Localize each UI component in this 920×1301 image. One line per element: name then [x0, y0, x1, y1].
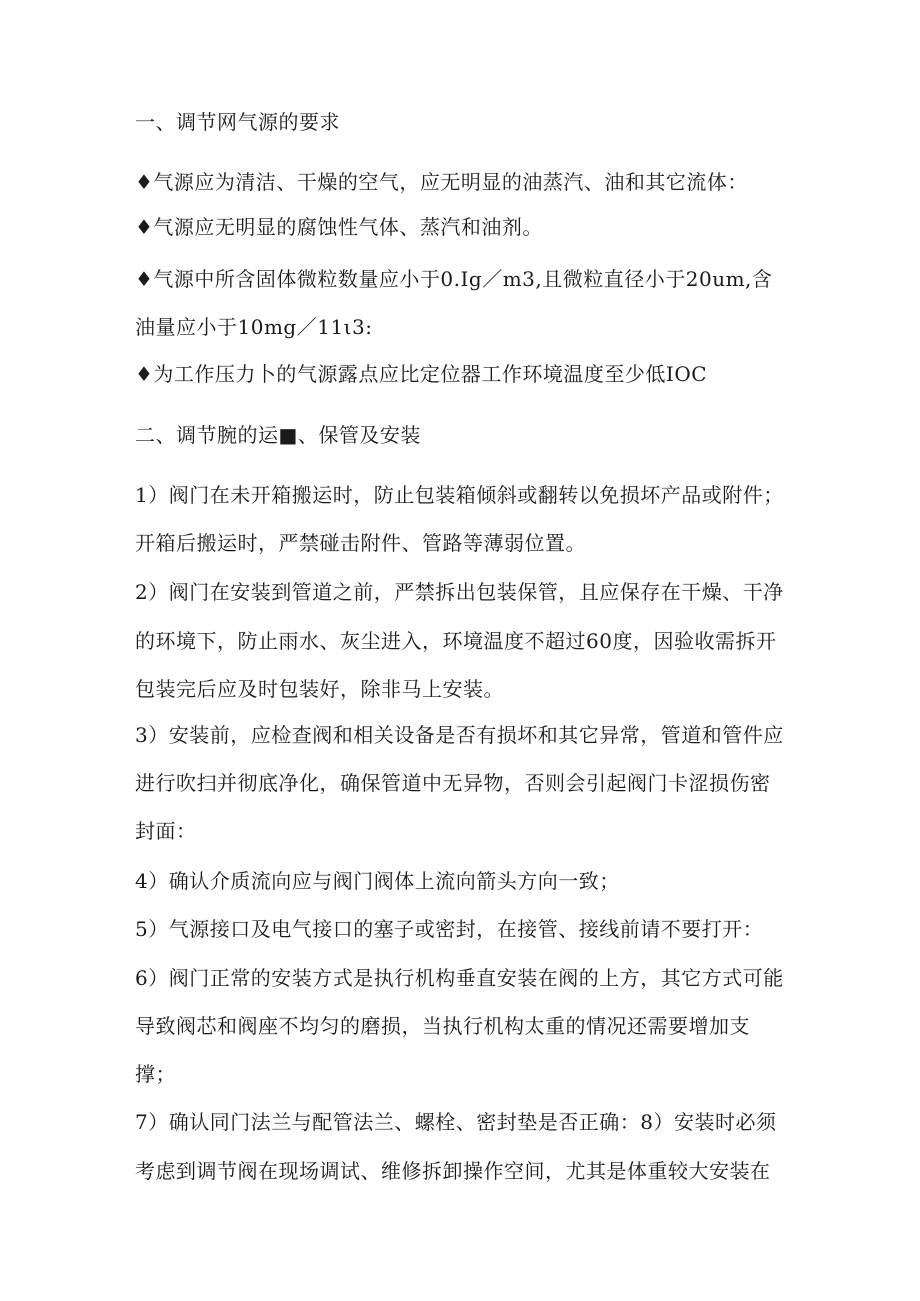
- section2-line-7: 进行吹扫并彻底净化，确保管道中无异物，否则会引起阀门卡涩损伤密: [135, 771, 771, 795]
- section1-line-1: ♦气源应为清洁、干燥的空气，应无明显的油蒸汽、油和其它流体：: [135, 170, 748, 194]
- section1-line-4: 油量应小于10mg／11ι3:: [135, 315, 373, 339]
- section2-line-11: 6）阀门正常的安装方式是执行机构垂直安装在阀的上方，其它方式可能: [135, 966, 784, 990]
- section2-line-8: 封面：: [135, 819, 197, 843]
- section2-heading: 二、调节腕的运■、保管及安装: [135, 423, 421, 447]
- section1-line-3: ♦气源中所含固体微粒数量应小于0.Ig／m3,且微粒直径小于20um,含: [135, 267, 773, 291]
- section1-line-2: ♦气源应无明显的腐蚀性气体、蒸汽和油剂。: [135, 215, 543, 239]
- section2-line-9: 4）确认介质流向应与阀门阀体上流向箭头方向一致；: [135, 869, 620, 893]
- section2-line-12: 导致阀芯和阀座不均匀的磨损，当执行机构太重的情况还需要增加支: [135, 1014, 750, 1038]
- section2-line-4: 的环境下，防止雨水、灰尘进入，环境温度不超过60度，因验收需拆开: [135, 629, 777, 653]
- section2-line-3: 2）阀门在安装到管道之前，严禁拆出包装保管，且应保存在干燥、干净: [135, 580, 784, 604]
- section1-heading: 一、调节网气源的要求: [135, 110, 340, 134]
- section2-line-6: 3）安装前，应检查阀和相关设备是否有损坏和其它异常，管道和管件应: [135, 723, 784, 747]
- section2-line-14: 7）确认同门法兰与配管法兰、螺栓、密封垫是否正确：8）安装时必须: [135, 1110, 777, 1134]
- section2-line-10: 5）气源接口及电气接口的塞子或密封，在接管、接线前请不要打开：: [135, 917, 764, 941]
- section2-line-13: 撑；: [135, 1062, 176, 1086]
- section2-line-2: 开箱后搬运时，严禁碰击附件、管路等薄弱位置。: [135, 531, 586, 555]
- section1-line-5: ♦为工作压力卜的气源露点应比定位器工作环境温度至少低IOC: [135, 362, 708, 386]
- section2-line-1: 1）阀门在未开箱搬运时，防止包装箱倾斜或翻转以免损坏产品或附件；: [135, 483, 784, 507]
- section2-line-5: 包装完后应及时包装好，除非马上安装。: [135, 677, 504, 701]
- section2-line-15: 考虑到调节阀在现场调试、维修拆卸操作空间，尤其是体重较大安装在: [135, 1159, 771, 1183]
